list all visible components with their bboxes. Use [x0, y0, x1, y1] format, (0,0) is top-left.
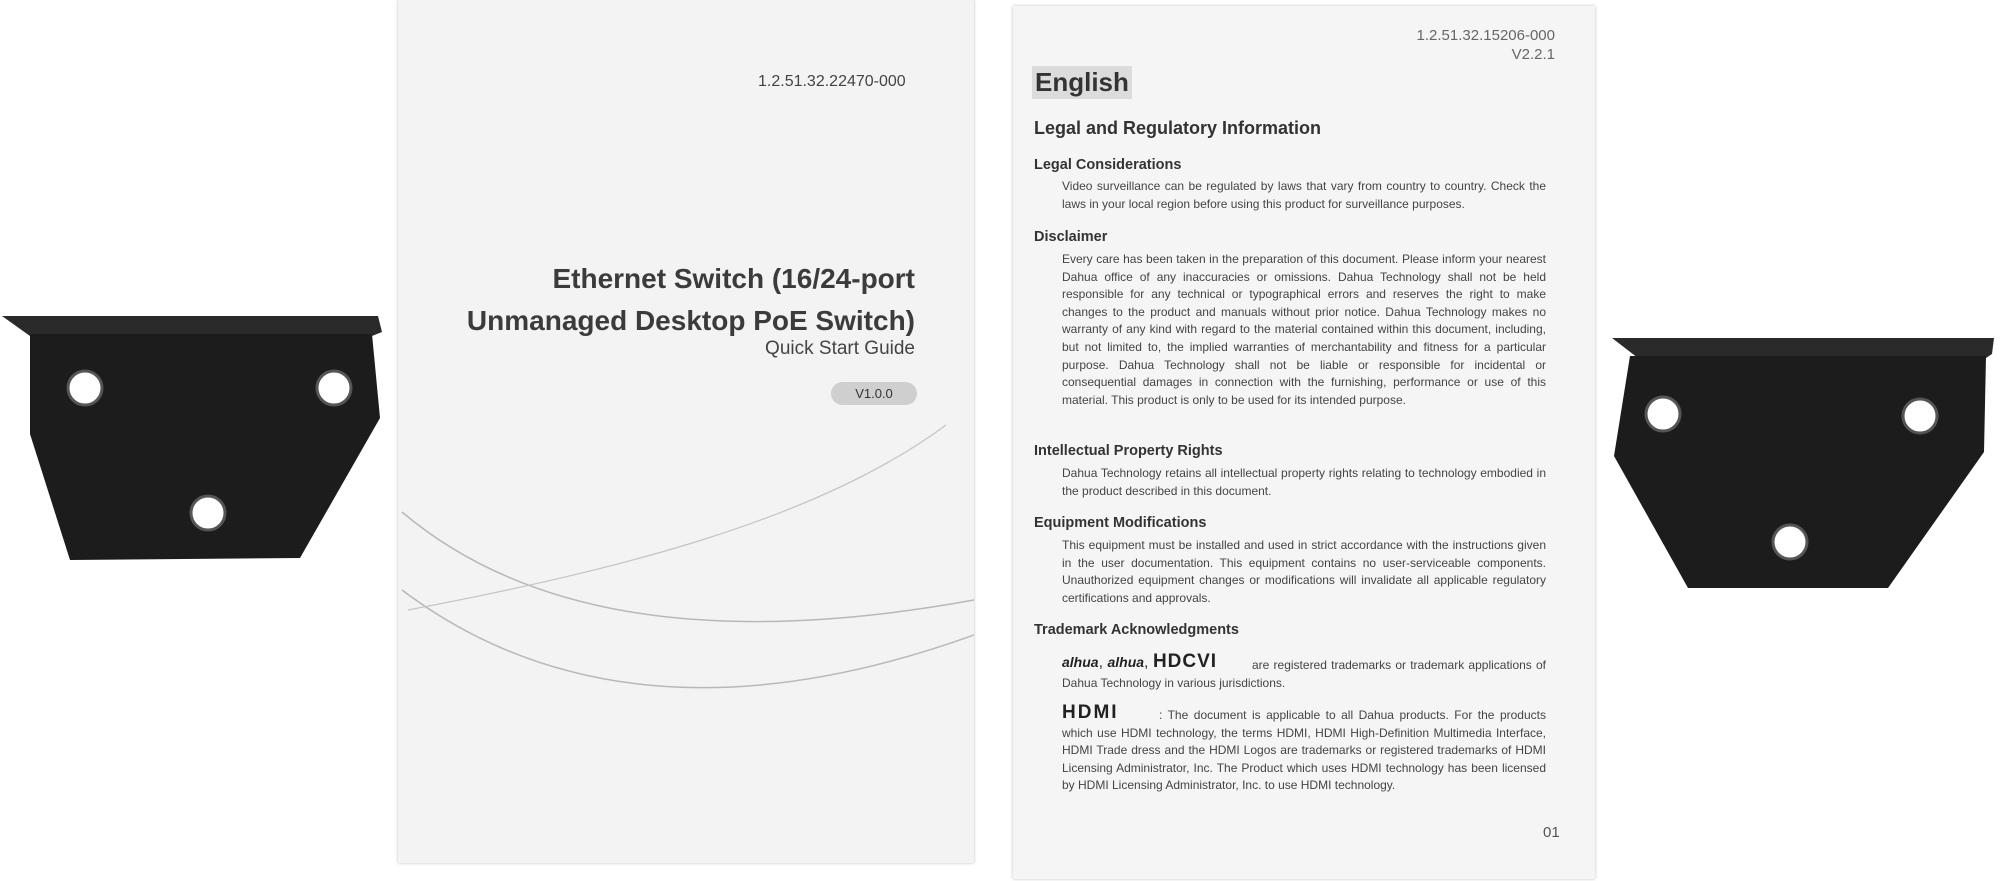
- quick-start-guide-booklet: [398, 0, 974, 863]
- section-title: Intellectual Property Rights: [1034, 443, 1223, 459]
- sheet-part-number: [1417, 26, 1555, 64]
- section-title: Disclaimer: [1034, 229, 1108, 245]
- sheet-heading: Legal and Regulatory Information: [1034, 118, 1322, 138]
- decorative-curves: [398, 0, 974, 863]
- booklet-version-badge: V1.0.0: [831, 382, 917, 405]
- bracket-hole: [1646, 397, 1680, 431]
- section-body: Dahua Technology retains all intellectual property rights relating to technology embodied in the product described in this document.: [1062, 466, 1546, 498]
- dahua-logo: alhua: [1062, 654, 1099, 670]
- bracket-hole: [1903, 399, 1937, 433]
- dahua-logo: alhua: [1107, 654, 1145, 670]
- section-body: Video surveillance can be regulated by laws that vary from country to country. Check the laws in your local region before using this product for surveillance purposes.: [1062, 179, 1546, 211]
- booklet-subtitle: Quick Start Guide: [765, 338, 915, 359]
- bracket-hole: [1773, 525, 1807, 559]
- booklet-title: [467, 258, 915, 342]
- left-mounting-bracket: [0, 308, 390, 570]
- section-title: Equipment Modifications: [1034, 515, 1207, 531]
- section-body: This equipment must be installed and used in strict accordance with the instructions given in the user documentation. This equipment contains no user-serviceable components. Unauthorized equipment changes or modifications will invalidate all applicable regulatory certifications and approvals.: [1062, 538, 1546, 605]
- section-body: Every care has been taken in the preparation of this document. Please inform your nearest Dahua office of any inaccuracies or omissions. Dahua Technology shall not be held responsible for any technical or typographical errors and reserves the right to make changes to the product and manuals without prior notice. Dahua Technology makes no warranty of any kind with regard to the material contained within this document, including, but not limited to, the implied warranties of merchantability and fitness for a particular purpose. Dahua Technology shall not be liable or responsible for incidental or consequential damages in connection with the furnishing, performance or use of this material. This product is only to be used for its intended purpose.: [1062, 252, 1546, 407]
- sheet-version: V2.2.1: [1511, 46, 1555, 63]
- hdmi-logo: HDMI: [1062, 702, 1119, 723]
- booklet-part-number: 1.2.51.32.22470-000: [758, 73, 906, 90]
- legal-information-sheet: [1013, 6, 1595, 879]
- booklet-title-line: Ethernet Switch (16/24-port: [552, 263, 915, 294]
- section-title: Trademark Acknowledgments: [1034, 622, 1239, 638]
- section-title: Legal Considerations: [1034, 157, 1182, 173]
- hdcvi-logo: HDCVI: [1152, 651, 1218, 672]
- language-heading: English: [1032, 66, 1132, 99]
- bracket-hole: [317, 371, 351, 405]
- right-mounting-bracket: [1608, 332, 2000, 596]
- bracket-hole: [68, 371, 102, 405]
- booklet-title-line: Unmanaged Desktop PoE Switch): [466, 305, 915, 336]
- sheet-code: 1.2.51.32.15206-000: [1416, 27, 1555, 44]
- bracket-hole: [191, 496, 225, 530]
- hdmi-text: : The document is applicable to all Dahua products. For the products which use HDMI technology, the terms HDMI, HDMI High-Definition Multimedia Interface, HDMI Trade dress and the HDMI Logos are trademarks or registered trademarks of HDMI Licensing Administrator, Inc. The Product which uses HDMI technology has been licensed by HDMI Licensing Administrator, Inc. to use HDMI technology.: [1062, 708, 1546, 793]
- trademark-text: are registered trademarks or trademark applications of Dahua Technology in various jurisdictions.: [1062, 658, 1546, 690]
- trademark-logos: alhua, alhua, HDCVI: [1062, 651, 1218, 672]
- page-number: 01: [1543, 824, 1560, 841]
